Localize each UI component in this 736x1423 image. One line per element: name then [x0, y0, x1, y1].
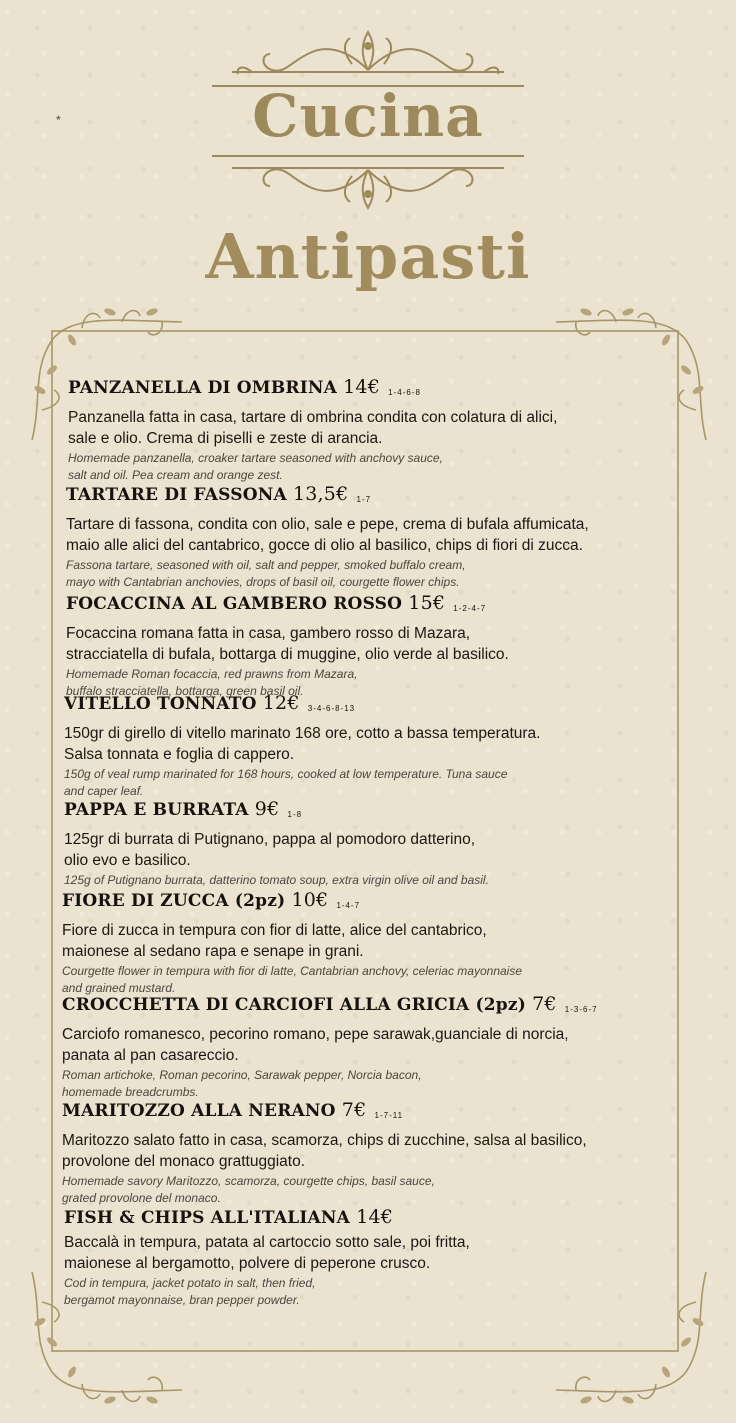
menu-item-heading — [62, 889, 682, 917]
allergen-codes: 1-7-11 — [374, 1111, 404, 1120]
dish-name: TARTARE DI FASSONA — [66, 485, 287, 505]
menu-item — [64, 798, 684, 889]
italian-description: Maritozzo salato fatto in casa, scamorza, chips di zucchine, salsa al basilico, provolone del monaco grattuggiato. — [62, 1132, 587, 1170]
italian-description: 125gr di burrata di Putignano, pappa al pomodoro datterino, olio evo e basilico. — [64, 831, 476, 869]
allergen-codes: 1-4-6-8 — [388, 388, 421, 397]
italian-description: Focaccina romana fatta in casa, gambero rosso di Mazara, stracciatella di bufala, bottarga di muggine, olio verde al basilico. — [66, 625, 509, 663]
menu-item-heading — [62, 993, 682, 1021]
menu-item-heading — [66, 592, 686, 620]
dish-price: 9€ — [254, 798, 280, 820]
dish-name: FISH & CHIPS ALL'ITALIANA — [64, 1208, 351, 1228]
allergen-codes: 3-4-6-8-13 — [307, 704, 356, 713]
menu-item — [66, 483, 686, 591]
menu-item — [64, 1206, 684, 1309]
english-description: Courgette flower in tempura with fior di latte, Cantabrian anchovy, celeriac mayonnaise and grained mustard. — [62, 964, 523, 995]
english-description: Homemade savory Maritozzo, scamorza, courgette chips, basil sauce, grated provolone del monaco. — [62, 1174, 435, 1205]
english-description: 125g of Putignano burrata, datterino tomato soup, extra virgin olive oil and basil. — [64, 873, 489, 887]
dish-name: CROCCHETTA DI CARCIOFI ALLA GRICIA (2pz) — [62, 995, 526, 1015]
dish-name: FIORE DI ZUCCA (2pz) — [62, 891, 286, 911]
menu-item-heading — [68, 376, 688, 404]
english-description: Homemade panzanella, croaker tartare seasoned with anchovy sauce, salt and oil. Pea cream and orange zest. — [68, 451, 443, 482]
dish-price: 14€ — [343, 376, 381, 398]
allergen-codes: 1-2-4-7 — [453, 604, 487, 613]
menu-item-heading — [64, 1206, 684, 1229]
menu-item — [68, 376, 688, 484]
italian-description: 150gr di girello di vitello marinato 168 ore, cotto a bassa temperatura. Salsa tonnata e foglia di cappero. — [64, 725, 541, 763]
dish-price: 7€ — [532, 993, 557, 1015]
italian-description: Fiore di zucca in tempura con fior di latte, alice del cantabrico, maionese al sedano rapa e senape in grani. — [62, 922, 487, 960]
dish-price: 12€ — [262, 692, 300, 714]
allergen-codes: 1-3-6-7 — [564, 1005, 598, 1014]
menu-item-heading — [64, 692, 684, 720]
section-title: Antipasti — [205, 220, 531, 293]
menu-item — [64, 692, 684, 800]
italian-description: Baccalà in tempura, patata al cartoccio sotto sale, poi fritta, maionese al bergamotto, polvere di peperone crusco. — [64, 1234, 470, 1272]
page-title: Cucina — [252, 82, 484, 150]
dish-name: PANZANELLA DI OMBRINA — [68, 378, 338, 398]
dish-price: 7€ — [341, 1099, 367, 1121]
dish-name: FOCACCINA AL GAMBERO ROSSO — [66, 594, 403, 614]
menu-item-heading — [66, 483, 686, 511]
dish-price: 10€ — [291, 889, 329, 911]
english-description: Homemade Roman focaccia, red prawns from Mazara, buffalo stracciatella, bottarga, green basil oil. — [66, 667, 358, 698]
italian-description: Panzanella fatta in casa, tartare di ombrina condita con colatura di alici, sale e olio. Crema di piselli e zeste di arancia. — [68, 409, 558, 447]
english-description: Cod in tempura, jacket potato in salt, then fried, bergamot mayonnaise, bran pepper powder. — [64, 1276, 316, 1307]
menu-item-heading — [64, 798, 684, 826]
english-description: Roman artichoke, Roman pecorino, Sarawak pepper, Norcia bacon, homemade breadcrumbs. — [62, 1068, 422, 1099]
asterisk-mark: * — [56, 113, 61, 127]
allergen-codes: 1-7 — [356, 495, 372, 504]
menu-item — [62, 1099, 682, 1207]
menu-item — [62, 993, 682, 1101]
dish-name: PAPPA E BURRATA — [64, 800, 249, 820]
english-description: 150g of veal rump marinated for 168 hours, cooked at low temperature. Tuna sauce and caper leaf. — [64, 767, 508, 798]
dish-price: 13,5€ — [292, 483, 349, 505]
menu-item — [66, 592, 686, 700]
italian-description: Tartare di fassona, condita con olio, sale e pepe, crema di bufala affumicata, maio alle alici del cantabrico, gocce di olio al basilico, chips di fiori di zucca. — [66, 516, 589, 554]
italian-description: Carciofo romanesco, pecorino romano, pepe sarawak,guanciale di norcia, panata al pan casareccio. — [62, 1026, 569, 1064]
allergen-codes: 1-8 — [287, 810, 303, 819]
menu-item — [62, 889, 682, 997]
dish-price: 15€ — [408, 592, 446, 614]
allergen-codes: 1-4-7 — [336, 901, 361, 910]
english-description: Fassona tartare, seasoned with oil, salt and pepper, smoked buffalo cream, mayo with Cantabrian anchovies, drops of basil oil, courgette flower chips. — [66, 558, 466, 589]
dish-name: MARITOZZO ALLA NERANO — [62, 1101, 336, 1121]
dish-name: VITELLO TONNATO — [64, 694, 257, 714]
menu-item-heading — [62, 1099, 682, 1127]
dish-price: 14€ — [356, 1206, 394, 1228]
